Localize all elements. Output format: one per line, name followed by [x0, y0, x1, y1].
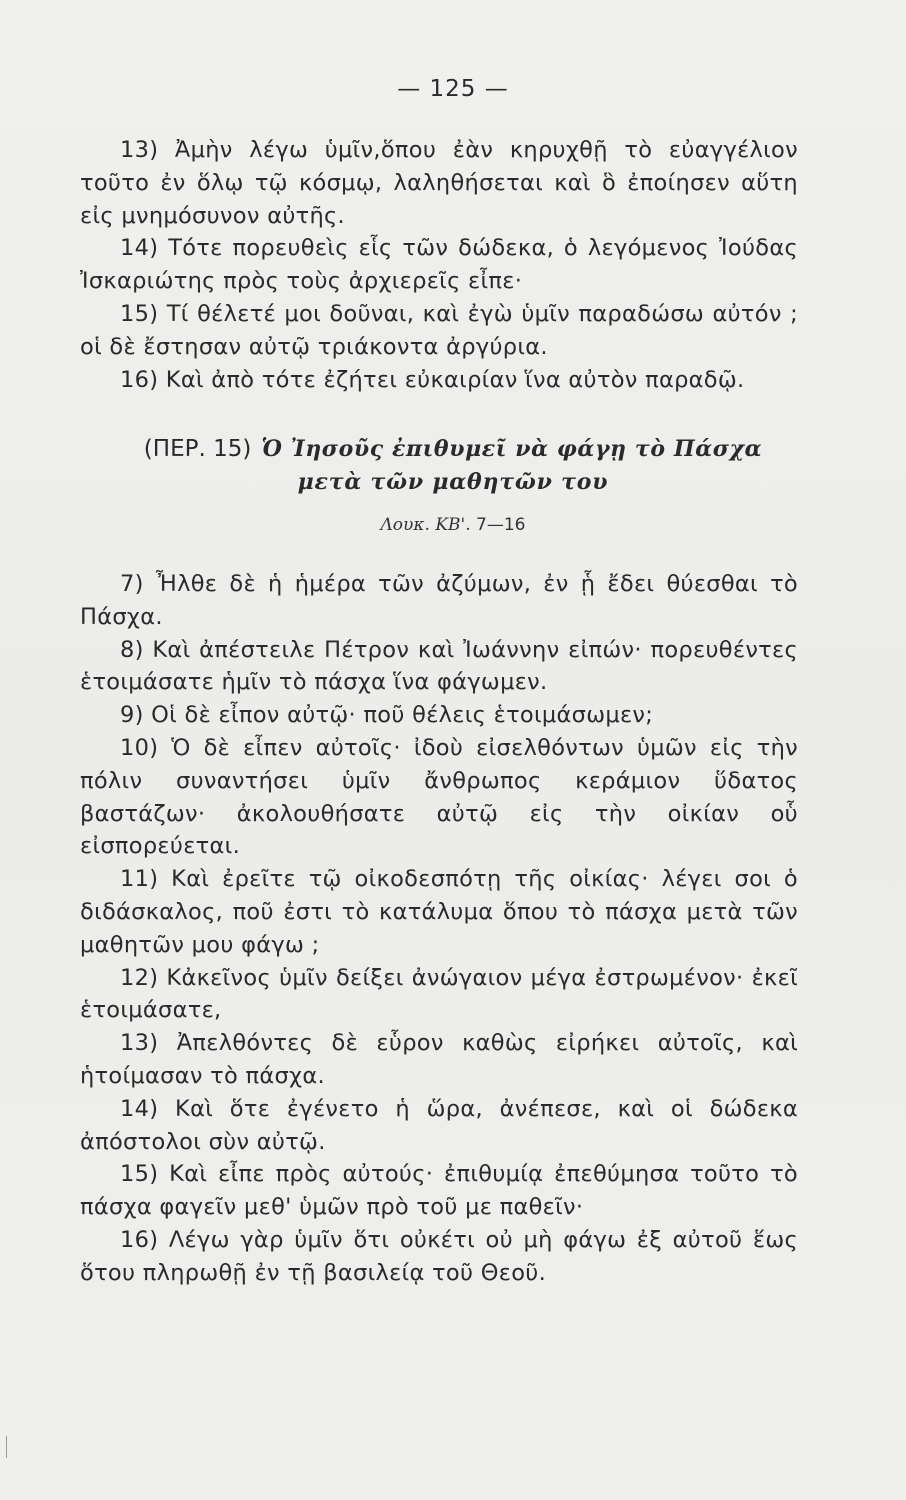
page-number: — 125 — [397, 76, 509, 102]
verses-block-top [80, 134, 798, 396]
reference-verses: 7—16 [476, 515, 526, 535]
verse-15-top: 15) Τί θέλετέ μοι δοῦναι, καὶ ἐγὼ ὑμῖν παραδώσω αὐτόν ; οἱ δὲ ἔστησαν αὐτῷ τριάκοντα ἀργύρια. [80, 300, 798, 360]
verse-13-top: 13) Ἀμὴν λέγω ὑμῖν,ὅπου ἐὰν κηρυχθῇ τὸ εὐαγγέλιον τοῦτο ἐν ὅλῳ τῷ κόσμῳ, λαληθήσεται καὶ ὃ ἐποίησεν αὕτη εἰς μνημόσυνον αὐτῆς. [80, 137, 798, 229]
verse-16-top: 16) Καὶ ἀπὸ τότε ἐζήτει εὐκαιρίαν ἵνα αὐτὸν παραδῷ. [120, 366, 745, 393]
verse-15: 15) Καὶ εἶπε πρὸς αὐτούς· ἐπιθυμίᾳ ἐπεθύμησα τοῦτο τὸ πάσχα φαγεῖν μεθ' ὑμῶν πρὸ τοῦ με παθεῖν· [80, 1161, 798, 1221]
verse-11: 11) Καὶ ἐρεῖτε τῷ οἰκοδεσπότῃ τῆς οἰκίας· λέγει σοι ὁ διδάσκαλος, ποῦ ἐστι τὸ κατάλυμα ὅπου τὸ πάσχα μετὰ τῶν μαθητῶν μου φάγω ; [80, 866, 798, 958]
verse-14-top: 14) Τότε πορευθεὶς εἷς τῶν δώδεκα, ὁ λεγόμενος Ἰούδας Ἰσκαριώτης πρὸς τοὺς ἀρχιερεῖς εἶπε· [80, 235, 798, 295]
verse-10: 10) Ὁ δὲ εἶπεν αὐτοῖς· ἰδοὺ εἰσελθόντων ὑμῶν εἰς τὴν πόλιν συναντήσει ὑμῖν ἄνθρωπος κεράμιον ὕδατος βαστάζων· ἀκολουθήσατε αὐτῷ εἰς τὴν οἰκίαν οὗ εἰσπορεύεται. [80, 734, 798, 860]
verse-13: 13) Ἀπελθόντες δὲ εὗρον καθὼς εἰρήκει αὐτοῖς, καὶ ἡτοίμασαν τὸ πάσχα. [80, 1030, 798, 1089]
reference-book: Λουκ. ΚΒ'. [380, 515, 471, 535]
verse-14: 14) Καὶ ὅτε ἐγένετο ἡ ὥρα, ἀνέπεσε, καὶ οἱ δώδεκα ἀπόστολοι σὺν αὐτῷ. [80, 1095, 798, 1155]
verse-16: 16) Λέγω γὰρ ὑμῖν ὅτι οὐκέτι οὐ μὴ φάγω ἐξ αὐτοῦ ἕως ὅτου πληρωθῇ ἐν τῇ βασιλείᾳ τοῦ Θεοῦ. [80, 1226, 798, 1286]
verse-7: 7) Ἦλθε δὲ ἡ ἡμέρα τῶν ἀζύμων, ἐν ᾗ ἔδει θύεσθαι τὸ Πάσχα. [80, 571, 798, 630]
heading-line-1 [0, 434, 906, 464]
scripture-reference [0, 514, 906, 536]
verses-block-bottom [80, 568, 798, 1290]
verse-9: 9) Οἱ δὲ εἶπον αὐτῷ· ποῦ θέλεις ἑτοιμάσωμεν; [120, 702, 654, 729]
margin-mark [6, 1436, 7, 1458]
section-label: (ΠΕΡ. 15) [143, 436, 252, 462]
section-heading [0, 434, 906, 536]
verse-12: 12) Κἀκεῖνος ὑμῖν δείξει ἀνώγαιον μέγα ἐστρωμένον· ἐκεῖ ἑτοιμάσατε, [80, 964, 798, 1024]
section-title-line-2: μετὰ τῶν μαθητῶν του [297, 469, 609, 495]
verse-8: 8) Καὶ ἀπέστειλε Πέτρον καὶ Ἰωάννην εἰπών· πορευθέντες ἑτοιμάσατε ἡμῖν τὸ πάσχα ἵνα φάγωμεν. [80, 636, 798, 696]
section-title-line-1: Ὁ Ἰησοῦς ἐπιθυμεῖ νὰ φάγῃ τὸ Πάσχα [261, 436, 763, 462]
